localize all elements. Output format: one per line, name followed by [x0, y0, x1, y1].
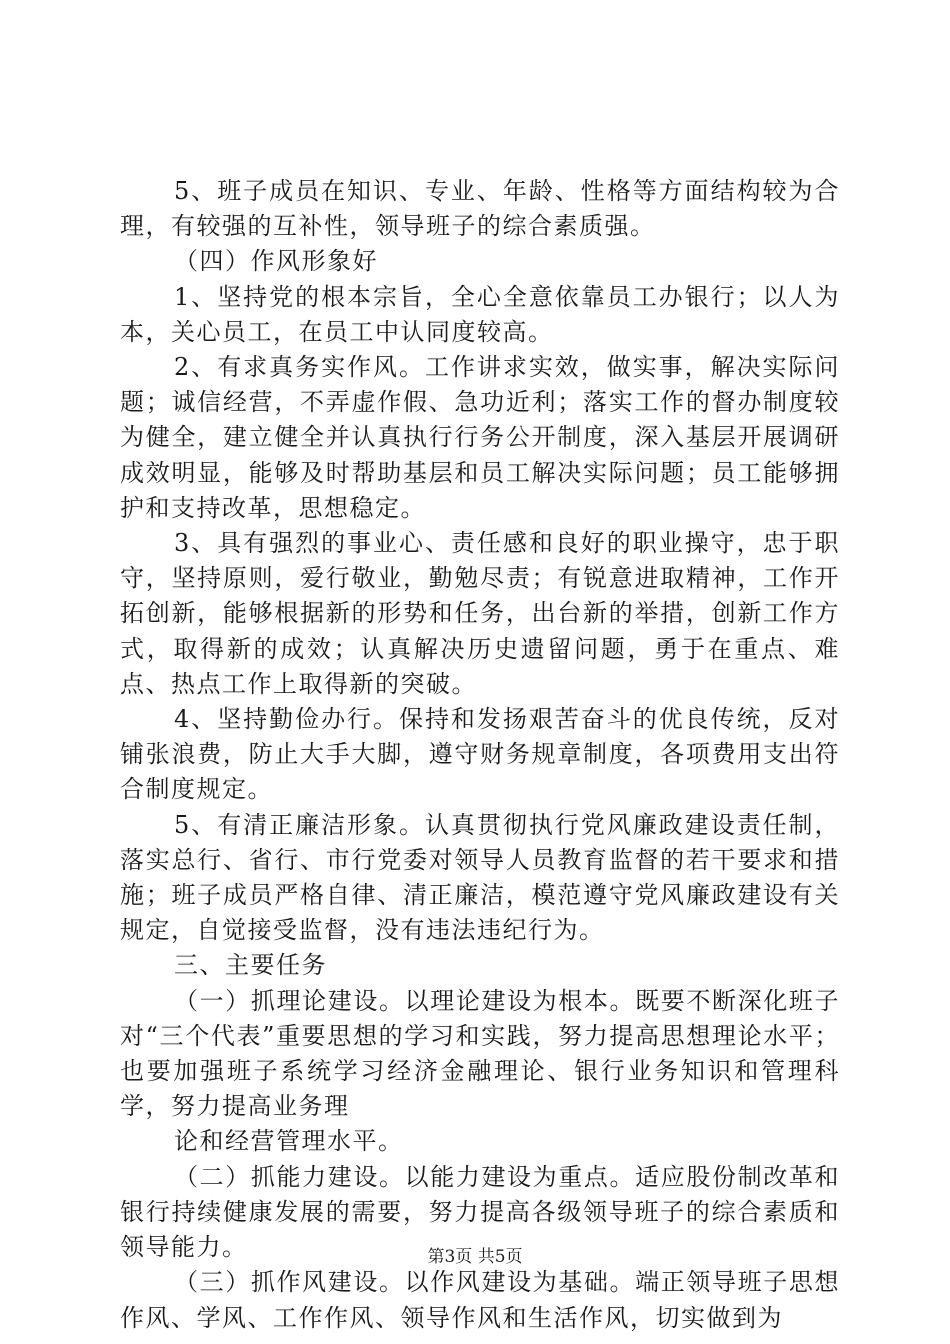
- paragraph-2: 1、坚持党的根本宗旨，全心全意依靠员工办银行；以人为本，关心员工，在员工中认同度较高。: [120, 282, 840, 346]
- section-heading-style: （四）作风形象好: [174, 247, 378, 276]
- paragraph-5: 4、坚持勤俭办行。保持和发扬艰苦奋斗的优良传统，反对铺张浪费，防止大手大脚，遵守财务规章制度，各项费用支出符合制度规定。: [120, 705, 840, 804]
- paragraph-6: 5、有清正廉洁形象。认真贯彻执行党风廉政建设责任制，落实总行、省行、市行党委对领导人员教育监督的若干要求和措施；班子成员严格自律、清正廉洁，模范遵守党风廉政建设有关规定，自觉接受监督，没有违法违纪行为。: [120, 810, 840, 945]
- paragraph-4: 3、具有强烈的事业心、责任感和良好的职业操守，忠于职守，坚持原则，爱行敬业，勤勉尽责；有锐意进取精神，工作开拓创新，能够根据新的形势和任务，出台新的举措，创新工作方式，取得新的成效；认真解决历史遗留问题，勇于在重点、难点、热点工作上取得新的突破。: [120, 529, 840, 698]
- paragraph-3: 2、有求真务实作风。工作讲求实效，做实事，解决实际问题；诚信经营，不弄虚作假、急功近利；落实工作的督办制度较为健全，建立健全并认真执行行务公开制度，深入基层开展调研成效明显，能够及时帮助基层和员工解决实际问题；员工能够拥护和支持改革，思想稳定。: [120, 353, 840, 522]
- paragraph-8: （二）抓能力建设。以能力建设为重点。适应股份制改革和银行持续健康发展的需要，努力提高各级领导班子的综合素质和领导能力。: [120, 1162, 840, 1262]
- paragraph-7: （一）抓理论建设。以理论建设为根本。既要不断深化班子对“三个代表”重要思想的学习和实践，努力提高思想理论水平；也要加强班子系统学习经济金融理论、银行业务知识和管理科学，努力提高业务理: [120, 986, 840, 1121]
- paragraph-1: 5、班子成员在知识、专业、年龄、性格等方面结构较为合理，有较强的互补性，领导班子的综合素质强。: [120, 177, 840, 241]
- paragraph-9: （三）抓作风建设。以作风建设为基础。端正领导班子思想作风、学风、工作作风、领导作风和生活作风，切实做到为: [120, 1268, 840, 1332]
- paragraph-7-continued: 论和经营管理水平。: [174, 1127, 404, 1156]
- document-body: [120, 174, 840, 1336]
- section-heading-tasks: 三、主要任务: [174, 951, 327, 980]
- page-number-footer: 第3页 共5页: [427, 1247, 523, 1267]
